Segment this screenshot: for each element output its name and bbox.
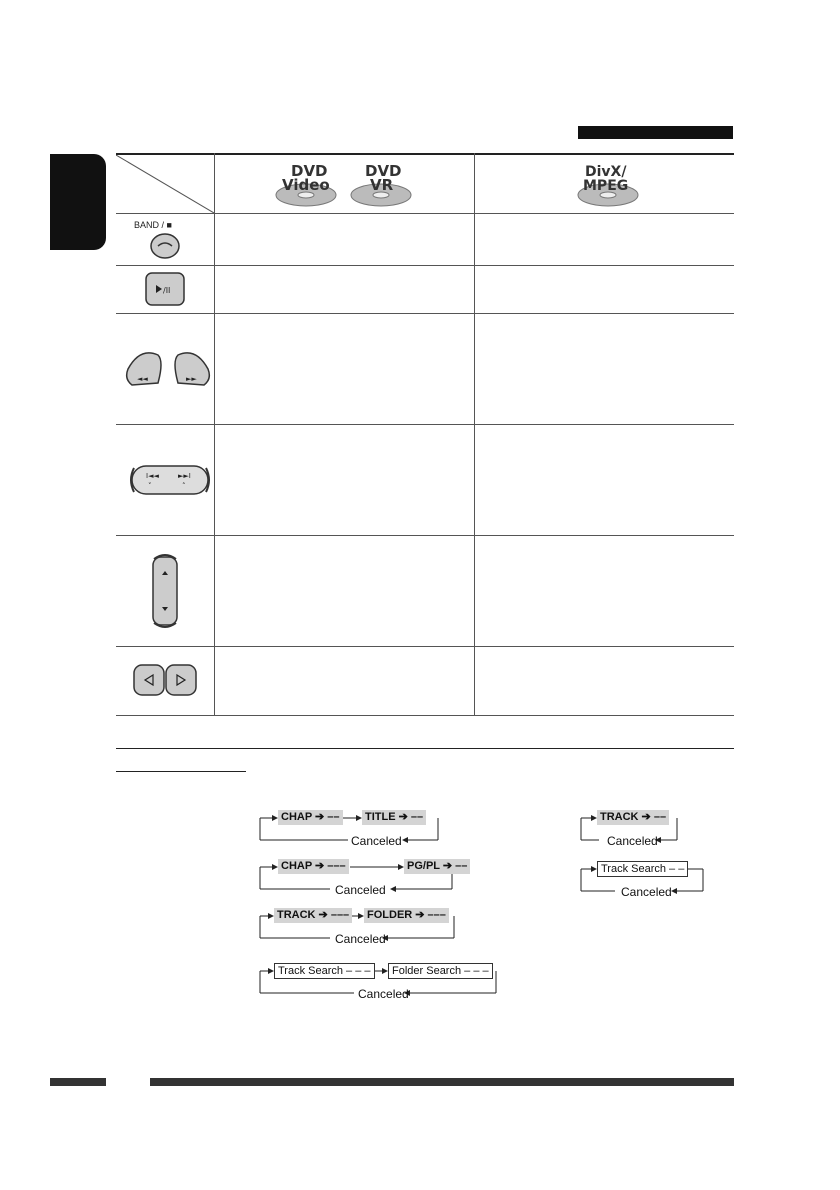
skip-dial[interactable] bbox=[128, 462, 212, 498]
language-tab bbox=[50, 154, 106, 250]
svg-text:VR: VR bbox=[370, 176, 394, 194]
play-pause-button[interactable] bbox=[144, 271, 186, 307]
folder-step-label: FOLDER ➔ ––– bbox=[364, 908, 449, 923]
footer-bar-right bbox=[150, 1078, 734, 1086]
search-diagram-chap-pgpl bbox=[258, 857, 468, 903]
svg-text:/II: /II bbox=[163, 286, 171, 295]
footer-bar-left bbox=[50, 1078, 106, 1086]
chap-step-label: CHAP ➔ –– bbox=[278, 810, 343, 825]
canceled-label: Canceled bbox=[351, 834, 402, 848]
subheading-underline bbox=[116, 771, 246, 772]
svg-text:MPEG: MPEG bbox=[583, 178, 629, 194]
search-diagram-chap-title bbox=[258, 808, 458, 854]
track-search-label: Track Search – – bbox=[597, 861, 688, 877]
track-step-label: TRACK ➔ ––– bbox=[274, 908, 352, 923]
search-diagram-divx-track-search bbox=[579, 859, 709, 905]
section-header-bar bbox=[578, 126, 733, 139]
canceled-label: Canceled bbox=[358, 987, 409, 1001]
track-search-label: Track Search – – – bbox=[274, 963, 375, 979]
left-right-buttons[interactable] bbox=[132, 663, 198, 697]
canceled-label: Canceled bbox=[335, 883, 386, 897]
svg-text:►►I: ►►I bbox=[178, 472, 191, 480]
function-table bbox=[116, 153, 734, 716]
title-step-label: TITLE ➔ –– bbox=[362, 810, 426, 825]
svg-text:I◄◄: I◄◄ bbox=[146, 472, 159, 480]
svg-text:◄◄: ◄◄ bbox=[137, 375, 148, 383]
band-stop-button[interactable] bbox=[149, 232, 181, 260]
folder-search-label: Folder Search – – – bbox=[388, 963, 493, 979]
pgpl-step-label: PG/PL ➔ –– bbox=[404, 859, 470, 874]
svg-text:Video: Video bbox=[282, 176, 330, 194]
svg-text:DVD: DVD bbox=[291, 162, 328, 180]
dvd-video-vr-disc-icons bbox=[266, 159, 446, 209]
divx-mpeg-disc-icon bbox=[571, 159, 651, 209]
search-diagram-track-folder bbox=[258, 906, 458, 952]
chap-step-label: CHAP ➔ ––– bbox=[278, 859, 349, 874]
section-rule bbox=[116, 748, 734, 749]
svg-text:►►: ►► bbox=[186, 375, 197, 383]
canceled-label: Canceled bbox=[621, 885, 672, 899]
track-step-label: TRACK ➔ –– bbox=[597, 810, 669, 825]
search-diagram-divx-track bbox=[579, 808, 689, 854]
svg-text:˄: ˄ bbox=[182, 482, 186, 490]
svg-text:˅: ˅ bbox=[148, 482, 152, 490]
canceled-label: Canceled bbox=[335, 932, 386, 946]
rewind-forward-buttons[interactable] bbox=[124, 343, 212, 391]
search-diagram-track-folder-search bbox=[258, 961, 503, 1007]
canceled-label: Canceled bbox=[607, 834, 658, 848]
svg-text:DivX/: DivX/ bbox=[585, 164, 627, 180]
corner-diagonal bbox=[116, 155, 214, 213]
band-stop-caption: BAND / ■ bbox=[134, 220, 172, 230]
up-down-rocker[interactable] bbox=[150, 553, 180, 629]
svg-text:DVD: DVD bbox=[365, 162, 402, 180]
